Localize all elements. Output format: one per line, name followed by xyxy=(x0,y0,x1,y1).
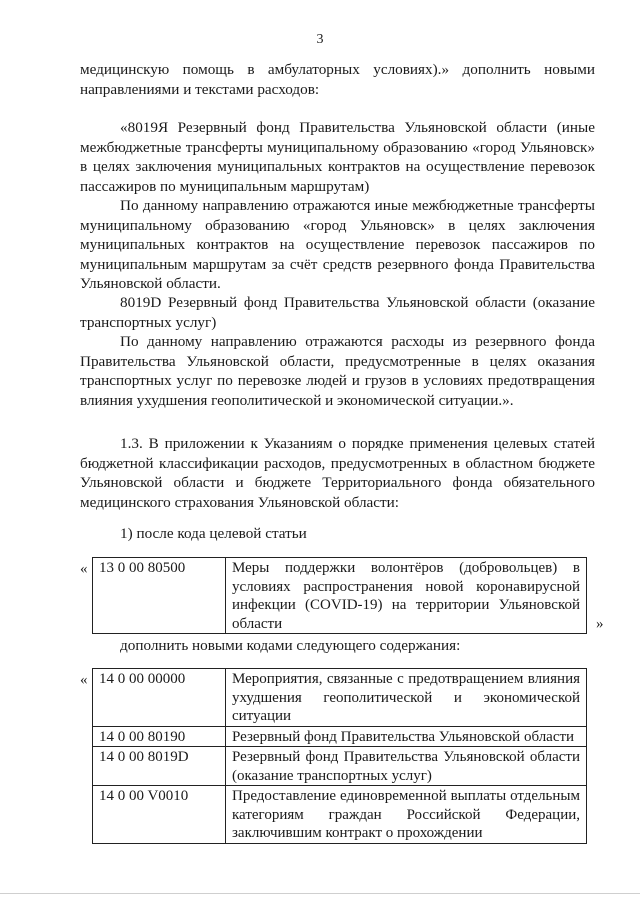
table-row xyxy=(93,747,587,786)
table2-open-quote: « xyxy=(80,672,88,688)
table-new-codes xyxy=(92,668,587,844)
table-cell-description: Резервный фонд Правительства Ульяновской области xyxy=(226,726,587,747)
paragraph-after-code: 1) после кода целевой статьи xyxy=(120,525,307,542)
table-cell-description: Мероприятия, связанные с предотвращением влияния ухудшения геополитической и экономической ситуации xyxy=(226,669,587,727)
table-row xyxy=(93,558,587,634)
page-number: 3 xyxy=(316,32,324,47)
page-bottom-edge xyxy=(0,893,640,894)
table-row xyxy=(93,786,587,844)
table1-close-quote: » xyxy=(596,616,604,632)
table-cell-description: Меры поддержки волонтёров (добровольцев) в условиях распространения новой коронавирусной инфекции (COVID-19) на территории Ульяновской области xyxy=(226,558,587,634)
table-row xyxy=(93,669,587,727)
table-cell-code: 14 0 00 8019D xyxy=(93,747,226,786)
table-row xyxy=(93,726,587,747)
table-cell-code: 14 0 00 00000 xyxy=(93,669,226,727)
table-cell-description: Резервный фонд Правительства Ульяновской области (оказание транспортных услуг) xyxy=(226,747,587,786)
paragraph-8019d-title: 8019D Резервный фонд Правительства Ульяновской области (оказание транспортных услуг) xyxy=(80,294,595,331)
table-cell-code: 14 0 00 80190 xyxy=(93,726,226,747)
table-cell-code: 13 0 00 80500 xyxy=(93,558,226,634)
paragraph-add-codes: дополнить новыми кодами следующего содержания: xyxy=(120,637,461,654)
paragraph-1-3: 1.3. В приложении к Указаниям о порядке применения целевых статей бюджетной классификации расходов, предусмотренных в областном бюджете Ульяновской области и бюджете Территориального фонда обязательного медицинского страхования Ульяновской области: xyxy=(80,435,595,511)
table1-open-quote: « xyxy=(80,561,88,577)
table-cell-code: 14 0 00 V0010 xyxy=(93,786,226,844)
table-cell-description xyxy=(226,786,587,844)
table-cell-description-text: Предоставление единовременной выплаты отдельным категориям граждан Российской Федерации, заключившим контракт о прохождении xyxy=(232,788,580,841)
paragraph-8019ya-text: По данному направлению отражаются иные межбюджетные трансферты муниципальному образованию «город Ульяновск» в целях заключения муниципальных контрактов на осуществление перевозок пассажиров по муниципальным маршрутам за счёт средств резервного фонда Правительства Ульяновской области. xyxy=(80,197,595,293)
table-existing-code xyxy=(92,557,587,634)
paragraph-intro: медицинскую помощь в амбулаторных условиях).» дополнить новыми направлениями и текстами расходов: xyxy=(80,61,595,98)
paragraph-8019d-text: По данному направлению отражаются расходы из резервного фонда Правительства Ульяновской области, предусмотренные в целях оказания транспортных услуг по перевозке людей и грузов в условиях предотвращения влияния ухудшения геополитической и экономической ситуации.». xyxy=(80,333,595,409)
paragraph-8019ya-title: «8019Я Резервный фонд Правительства Ульяновской области (иные межбюджетные трансферты муниципальному образованию «город Ульяновск» в целях заключения муниципальных контрактов на осуществление перевозок пассажиров по муниципальным маршрутам) xyxy=(80,119,595,195)
